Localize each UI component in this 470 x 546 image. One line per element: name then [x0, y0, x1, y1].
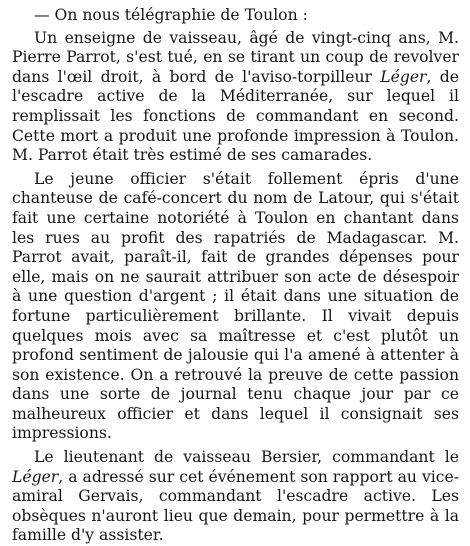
paragraph-3-text-b: , a adressé sur cet événement son rapport au vice-amiral Gervais, commandant l'escadre active. Les obsèques n'auront lieu que demain, pour permettre à la famille d'y assister. — [12, 467, 459, 545]
paragraph-1-text-b: , de l'escadre active de la Méditerranée, sur lequel il remplissait les fonctions de commandant en second. Cette mort a produit une profonde impression à Toulon. M. Parrot était très estimé de ses camarades. — [12, 67, 459, 165]
paragraph-1 — [12, 29, 459, 166]
news-article — [12, 6, 459, 546]
paragraph-3-text-a: Le lieutenant de vaisseau Bersier, commandant le — [34, 448, 459, 467]
article-headline: — On nous télégraphie de Toulon : — [34, 6, 308, 24]
ship-name-1: Léger — [380, 67, 427, 86]
ship-name-2: Léger — [12, 467, 59, 486]
paragraph-2: Le jeune officier s'était follement épris d'une chanteuse de café-concert du nom de Latour, qui s'était fait une certaine notoriété à Toulon en chantant dans les rues au profit des rapatriés de Madagascar. M. Parrot avait, paraît-il, fait de grandes dépenses pour elle, mais on ne saurait attribuer son acte de désespoir à une question d'argent ; il était dans une situation de fortune particulièrement brillante. Il vivait depuis quelques mois avec sa maîtresse et c'est plutôt un profond sentiment de jalousie qui l'a amené à attenter à son existence. On a retrouvé la preuve de cette passion dans une sorte de journal tenu chaque jour par ce malheureux officier et dans lequel il consignait ses impressions. — [12, 169, 459, 443]
paragraph-3 — [12, 448, 459, 546]
paragraph-1-text-a: Un enseigne de vaisseau, âgé de vingt-cinq ans, M. Pierre Parrot, s'est tué, en se tirant un coup de revolver dans l'œil droit, à bord de l'aviso-torpilleur — [12, 28, 459, 86]
